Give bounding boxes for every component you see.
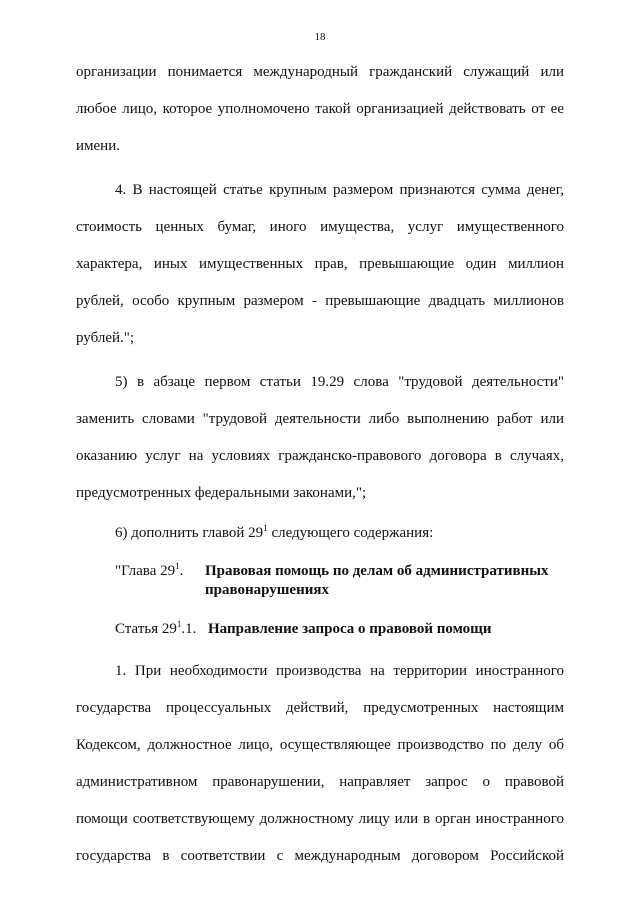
text-fragment: "Глава 29 bbox=[115, 563, 176, 579]
paragraph-line: государства процессуальных действий, предусмотренных настоящим bbox=[76, 700, 564, 716]
paragraph-line: стоимость ценных бумаг, иного имущества, услуг имущественного bbox=[76, 219, 564, 235]
text-fragment: Статья 29 bbox=[115, 621, 177, 637]
paragraph-line: рублей."; bbox=[76, 330, 135, 346]
chapter-title-line: Правовая помощь по делам об административных bbox=[205, 563, 549, 579]
paragraph-line: 5) в абзаце первом статьи 19.29 слова "трудовой деятельности" bbox=[115, 374, 564, 390]
text-fragment: . bbox=[179, 563, 184, 579]
paragraph-line: заменить словами "трудовой деятельности либо выполнению работ или bbox=[76, 411, 564, 427]
text-fragment: 6) дополнить главой 29 bbox=[115, 525, 264, 541]
paragraph-line: оказанию услуг на условиях гражданско-правового договора в случаях, bbox=[76, 448, 564, 464]
paragraph-line: государства в соответствии с международным договором Российской bbox=[76, 848, 564, 864]
article-number bbox=[115, 619, 196, 639]
text-fragment: следующего содержания: bbox=[267, 525, 434, 541]
superscript: 1 bbox=[175, 561, 180, 571]
paragraph-line: 1. При необходимости производства на территории иностранного bbox=[115, 663, 564, 679]
paragraph-line: помощи соответствующему должностному лицу или в орган иностранного bbox=[76, 811, 564, 827]
article-title: Направление запроса о правовой помощи bbox=[208, 621, 492, 637]
paragraph-line: организации понимается международный гражданский служащий или bbox=[76, 64, 564, 80]
paragraph-line: 4. В настоящей статье крупным размером признаются сумма денег, bbox=[115, 182, 564, 198]
paragraph-line: любое лицо, которое уполномочено такой организацией действовать от ее bbox=[76, 101, 564, 117]
paragraph-line: административном правонарушении, направляет запрос о правовой bbox=[76, 774, 564, 790]
paragraph-line: имени. bbox=[76, 138, 120, 154]
superscript: 1 bbox=[263, 523, 268, 533]
chapter-heading bbox=[76, 561, 564, 581]
article-heading bbox=[76, 619, 564, 639]
paragraph-line: рублей, особо крупным размером - превышающие двадцать миллионов bbox=[76, 293, 564, 309]
superscript: 1 bbox=[176, 619, 182, 629]
chapter-heading-continued bbox=[76, 580, 564, 600]
paragraph-line: предусмотренных федеральными законами,"; bbox=[76, 485, 367, 501]
chapter-number bbox=[115, 561, 183, 581]
text-fragment: .1. bbox=[181, 621, 197, 637]
chapter-title-line: правонарушениях bbox=[205, 582, 329, 598]
page-number: 18 bbox=[314, 31, 326, 43]
paragraph-line bbox=[76, 523, 564, 543]
paragraph-line: Кодексом, должностное лицо, осуществляющее производство по делу об bbox=[76, 737, 564, 753]
paragraph-line: характера, иных имущественных прав, превышающие один миллион bbox=[76, 256, 564, 272]
